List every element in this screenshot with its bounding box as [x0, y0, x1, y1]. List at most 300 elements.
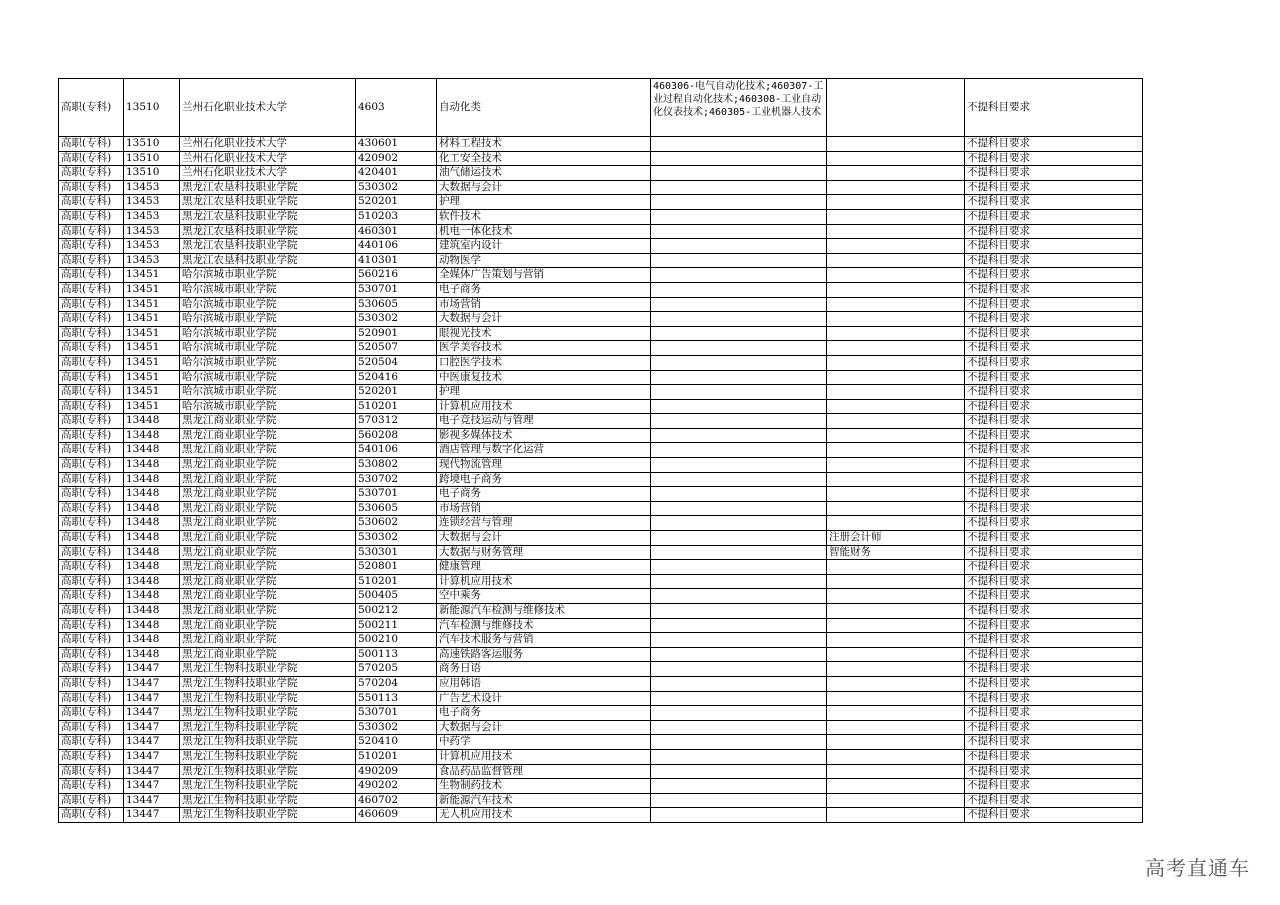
major-name-cell: 动物医学	[437, 253, 651, 268]
school-name-cell: 黑龙江商业职业学院	[180, 516, 356, 531]
table-row	[59, 749, 1143, 764]
subject-requirement-cell: 不提科目要求	[965, 808, 1143, 823]
direction-cell	[827, 312, 965, 327]
major-code-cell: 570312	[356, 414, 437, 429]
school-name-cell: 哈尔滨城市职业学院	[180, 297, 356, 312]
direction-cell	[827, 633, 965, 648]
major-name-cell: 健康管理	[437, 560, 651, 575]
major-code-cell: 530302	[356, 531, 437, 546]
major-scope-cell	[651, 808, 827, 823]
major-name-cell: 全媒体广告策划与营销	[437, 268, 651, 283]
major-scope-cell	[651, 137, 827, 152]
major-name-cell: 电子商务	[437, 282, 651, 297]
level-cell: 高职(专科)	[59, 662, 124, 677]
major-code-cell: 500211	[356, 618, 437, 633]
subject-requirement-cell: 不提科目要求	[965, 618, 1143, 633]
school-name-cell: 黑龙江生物科技职业学院	[180, 779, 356, 794]
major-name-cell: 新能源汽车检测与维修技术	[437, 604, 651, 619]
direction-cell	[827, 720, 965, 735]
school-name-cell: 黑龙江商业职业学院	[180, 531, 356, 546]
major-name-cell: 油气储运技术	[437, 166, 651, 181]
table-row	[59, 166, 1143, 181]
school-name-cell: 哈尔滨城市职业学院	[180, 355, 356, 370]
direction-cell	[827, 137, 965, 152]
major-scope-cell	[651, 676, 827, 691]
major-code-cell: 510201	[356, 574, 437, 589]
major-name-cell: 计算机应用技术	[437, 399, 651, 414]
school-code-cell: 13451	[124, 326, 180, 341]
direction-cell	[827, 399, 965, 414]
level-cell: 高职(专科)	[59, 195, 124, 210]
table-row	[59, 706, 1143, 721]
major-scope-cell	[651, 487, 827, 502]
major-name-cell: 中医康复技术	[437, 370, 651, 385]
level-cell: 高职(专科)	[59, 735, 124, 750]
school-code-cell: 13447	[124, 735, 180, 750]
major-scope-cell	[651, 560, 827, 575]
major-name-cell: 机电一体化技术	[437, 224, 651, 239]
major-name-cell: 电子商务	[437, 706, 651, 721]
major-name-cell: 酒店管理与数字化运营	[437, 443, 651, 458]
table-row	[59, 531, 1143, 546]
school-name-cell: 黑龙江商业职业学院	[180, 574, 356, 589]
major-code-cell: 530605	[356, 297, 437, 312]
subject-requirement-cell: 不提科目要求	[965, 735, 1143, 750]
level-cell: 高职(专科)	[59, 428, 124, 443]
subject-requirement-cell: 不提科目要求	[965, 268, 1143, 283]
major-name-cell: 中药学	[437, 735, 651, 750]
level-cell: 高职(专科)	[59, 151, 124, 166]
major-code-cell: 570205	[356, 662, 437, 677]
table-row	[59, 618, 1143, 633]
school-code-cell: 13447	[124, 793, 180, 808]
table-row	[59, 793, 1143, 808]
school-name-cell: 黑龙江农垦科技职业学院	[180, 224, 356, 239]
table-row	[59, 501, 1143, 516]
school-code-cell: 13451	[124, 268, 180, 283]
school-code-cell: 13448	[124, 516, 180, 531]
direction-cell	[827, 458, 965, 473]
direction-cell	[827, 764, 965, 779]
major-scope-cell	[651, 224, 827, 239]
major-code-cell: 520201	[356, 195, 437, 210]
subject-requirement-cell: 不提科目要求	[965, 604, 1143, 619]
major-scope-cell	[651, 312, 827, 327]
subject-requirement-cell: 不提科目要求	[965, 195, 1143, 210]
school-name-cell: 黑龙江农垦科技职业学院	[180, 239, 356, 254]
table-row	[59, 428, 1143, 443]
school-code-cell: 13447	[124, 720, 180, 735]
direction-cell	[827, 662, 965, 677]
major-scope-cell	[651, 268, 827, 283]
table-row	[59, 604, 1143, 619]
school-code-cell: 13510	[124, 137, 180, 152]
major-name-cell: 计算机应用技术	[437, 574, 651, 589]
major-scope-cell	[651, 531, 827, 546]
level-cell: 高职(专科)	[59, 355, 124, 370]
subject-requirement-cell: 不提科目要求	[965, 166, 1143, 181]
subject-requirement-cell: 不提科目要求	[965, 501, 1143, 516]
school-name-cell: 哈尔滨城市职业学院	[180, 268, 356, 283]
level-cell: 高职(专科)	[59, 487, 124, 502]
table-row	[59, 545, 1143, 560]
school-name-cell: 黑龙江商业职业学院	[180, 589, 356, 604]
table-row	[59, 253, 1143, 268]
major-code-cell: 460702	[356, 793, 437, 808]
direction-cell	[827, 209, 965, 224]
direction-cell	[827, 472, 965, 487]
table-row	[59, 268, 1143, 283]
table-row	[59, 633, 1143, 648]
school-name-cell: 黑龙江生物科技职业学院	[180, 749, 356, 764]
direction-cell	[827, 151, 965, 166]
subject-requirement-cell: 不提科目要求	[965, 341, 1143, 356]
table-row	[59, 560, 1143, 575]
school-name-cell: 哈尔滨城市职业学院	[180, 399, 356, 414]
school-name-cell: 兰州石化职业技术大学	[180, 79, 356, 137]
level-cell: 高职(专科)	[59, 79, 124, 137]
major-scope-cell	[651, 516, 827, 531]
table-row	[59, 137, 1143, 152]
major-scope-cell	[651, 779, 827, 794]
school-name-cell: 黑龙江商业职业学院	[180, 414, 356, 429]
major-code-cell: 500405	[356, 589, 437, 604]
direction-cell	[827, 282, 965, 297]
subject-requirement-cell: 不提科目要求	[965, 443, 1143, 458]
major-scope-cell	[651, 297, 827, 312]
major-name-cell: 软件技术	[437, 209, 651, 224]
subject-requirement-cell: 不提科目要求	[965, 472, 1143, 487]
level-cell: 高职(专科)	[59, 312, 124, 327]
major-name-cell: 高速铁路客运服务	[437, 647, 651, 662]
school-name-cell: 哈尔滨城市职业学院	[180, 341, 356, 356]
school-code-cell: 13447	[124, 676, 180, 691]
major-scope-cell	[651, 691, 827, 706]
direction-cell	[827, 195, 965, 210]
watermark-logo-text: 高考直通车	[1145, 856, 1250, 880]
major-code-cell: 570204	[356, 676, 437, 691]
subject-requirement-cell: 不提科目要求	[965, 574, 1143, 589]
school-code-cell: 13447	[124, 691, 180, 706]
major-name-cell: 食品药品监督管理	[437, 764, 651, 779]
table-row	[59, 312, 1143, 327]
school-name-cell: 黑龙江商业职业学院	[180, 545, 356, 560]
school-code-cell: 13448	[124, 414, 180, 429]
major-scope-cell	[651, 458, 827, 473]
school-name-cell: 兰州石化职业技术大学	[180, 151, 356, 166]
school-code-cell: 13451	[124, 370, 180, 385]
major-code-cell: 410301	[356, 253, 437, 268]
table-row	[59, 808, 1143, 823]
major-scope-cell	[651, 253, 827, 268]
direction-cell	[827, 253, 965, 268]
level-cell: 高职(专科)	[59, 268, 124, 283]
school-code-cell: 13448	[124, 458, 180, 473]
school-code-cell: 13451	[124, 355, 180, 370]
major-scope-cell	[651, 793, 827, 808]
level-cell: 高职(专科)	[59, 808, 124, 823]
subject-requirement-cell: 不提科目要求	[965, 370, 1143, 385]
school-name-cell: 黑龙江生物科技职业学院	[180, 793, 356, 808]
major-code-cell: 530302	[356, 180, 437, 195]
major-code-cell: 500210	[356, 633, 437, 648]
major-scope-cell	[651, 706, 827, 721]
subject-requirement-cell: 不提科目要求	[965, 282, 1143, 297]
major-name-cell: 汽车检测与维修技术	[437, 618, 651, 633]
major-code-cell: 520504	[356, 355, 437, 370]
table-row	[59, 458, 1143, 473]
school-name-cell: 黑龙江生物科技职业学院	[180, 706, 356, 721]
major-name-cell: 大数据与会计	[437, 180, 651, 195]
level-cell: 高职(专科)	[59, 604, 124, 619]
school-code-cell: 13453	[124, 180, 180, 195]
level-cell: 高职(专科)	[59, 691, 124, 706]
major-scope-cell	[651, 604, 827, 619]
school-name-cell: 哈尔滨城市职业学院	[180, 370, 356, 385]
school-code-cell: 13447	[124, 706, 180, 721]
major-scope-cell	[651, 443, 827, 458]
major-name-cell: 大数据与财务管理	[437, 545, 651, 560]
school-name-cell: 黑龙江商业职业学院	[180, 604, 356, 619]
major-code-cell: 550113	[356, 691, 437, 706]
direction-cell	[827, 779, 965, 794]
subject-requirement-cell: 不提科目要求	[965, 487, 1143, 502]
major-code-cell: 530605	[356, 501, 437, 516]
school-code-cell: 13448	[124, 633, 180, 648]
table-row	[59, 151, 1143, 166]
major-code-cell: 560216	[356, 268, 437, 283]
school-code-cell: 13448	[124, 574, 180, 589]
table-row	[59, 662, 1143, 677]
subject-requirement-cell: 不提科目要求	[965, 779, 1143, 794]
level-cell: 高职(专科)	[59, 545, 124, 560]
table-row	[59, 341, 1143, 356]
direction-cell	[827, 706, 965, 721]
direction-cell	[827, 574, 965, 589]
level-cell: 高职(专科)	[59, 414, 124, 429]
level-cell: 高职(专科)	[59, 399, 124, 414]
major-name-cell: 无人机应用技术	[437, 808, 651, 823]
subject-requirement-cell: 不提科目要求	[965, 385, 1143, 400]
direction-cell	[827, 79, 965, 137]
major-code-cell: 520410	[356, 735, 437, 750]
major-code-cell: 510203	[356, 209, 437, 224]
school-code-cell: 13448	[124, 443, 180, 458]
major-code-cell: 520801	[356, 560, 437, 575]
school-name-cell: 黑龙江商业职业学院	[180, 618, 356, 633]
direction-cell	[827, 166, 965, 181]
school-code-cell: 13451	[124, 282, 180, 297]
major-scope-cell	[651, 735, 827, 750]
subject-requirement-cell: 不提科目要求	[965, 647, 1143, 662]
major-scope-cell	[651, 239, 827, 254]
major-name-cell: 电子商务	[437, 487, 651, 502]
direction-cell: 注册会计师	[827, 531, 965, 546]
school-code-cell: 13448	[124, 618, 180, 633]
major-name-cell: 计算机应用技术	[437, 749, 651, 764]
major-code-cell: 560208	[356, 428, 437, 443]
school-code-cell: 13451	[124, 385, 180, 400]
table-row	[59, 574, 1143, 589]
major-scope-cell	[651, 414, 827, 429]
level-cell: 高职(专科)	[59, 253, 124, 268]
school-name-cell: 黑龙江商业职业学院	[180, 472, 356, 487]
direction-cell: 智能财务	[827, 545, 965, 560]
major-code-cell: 440106	[356, 239, 437, 254]
school-code-cell: 13448	[124, 487, 180, 502]
level-cell: 高职(专科)	[59, 706, 124, 721]
school-name-cell: 黑龙江商业职业学院	[180, 560, 356, 575]
subject-requirement-cell: 不提科目要求	[965, 589, 1143, 604]
major-code-cell: 4603	[356, 79, 437, 137]
major-name-cell: 空中乘务	[437, 589, 651, 604]
subject-requirement-cell: 不提科目要求	[965, 239, 1143, 254]
school-code-cell: 13510	[124, 151, 180, 166]
major-name-cell: 材料工程技术	[437, 137, 651, 152]
level-cell: 高职(专科)	[59, 560, 124, 575]
major-code-cell: 530301	[356, 545, 437, 560]
subject-requirement-cell: 不提科目要求	[965, 79, 1143, 137]
school-name-cell: 黑龙江生物科技职业学院	[180, 691, 356, 706]
direction-cell	[827, 180, 965, 195]
table-row	[59, 735, 1143, 750]
school-code-cell: 13510	[124, 166, 180, 181]
table-row	[59, 589, 1143, 604]
direction-cell	[827, 297, 965, 312]
major-name-cell: 化工安全技术	[437, 151, 651, 166]
school-code-cell: 13510	[124, 79, 180, 137]
major-scope-cell	[651, 326, 827, 341]
major-scope-cell	[651, 633, 827, 648]
major-name-cell: 自动化类	[437, 79, 651, 137]
level-cell: 高职(专科)	[59, 137, 124, 152]
table-row	[59, 224, 1143, 239]
table-row	[59, 370, 1143, 385]
school-name-cell: 黑龙江农垦科技职业学院	[180, 253, 356, 268]
subject-requirement-cell: 不提科目要求	[965, 633, 1143, 648]
major-name-cell: 大数据与会计	[437, 312, 651, 327]
major-code-cell: 490209	[356, 764, 437, 779]
table-row	[59, 516, 1143, 531]
table-row	[59, 691, 1143, 706]
school-name-cell: 黑龙江生物科技职业学院	[180, 720, 356, 735]
direction-cell	[827, 618, 965, 633]
direction-cell	[827, 560, 965, 575]
level-cell: 高职(专科)	[59, 501, 124, 516]
direction-cell	[827, 647, 965, 662]
major-name-cell: 生物制药技术	[437, 779, 651, 794]
major-scope-cell	[651, 428, 827, 443]
subject-requirement-cell: 不提科目要求	[965, 224, 1143, 239]
level-cell: 高职(专科)	[59, 224, 124, 239]
school-name-cell: 黑龙江商业职业学院	[180, 458, 356, 473]
major-code-cell: 530302	[356, 720, 437, 735]
subject-requirement-cell: 不提科目要求	[965, 151, 1143, 166]
table-row	[59, 239, 1143, 254]
school-code-cell: 13447	[124, 808, 180, 823]
major-code-cell: 520201	[356, 385, 437, 400]
level-cell: 高职(专科)	[59, 297, 124, 312]
subject-requirement-cell: 不提科目要求	[965, 180, 1143, 195]
subject-requirement-cell: 不提科目要求	[965, 253, 1143, 268]
level-cell: 高职(专科)	[59, 779, 124, 794]
table-row	[59, 779, 1143, 794]
direction-cell	[827, 326, 965, 341]
major-code-cell: 530701	[356, 282, 437, 297]
major-code-cell: 520507	[356, 341, 437, 356]
subject-requirement-cell: 不提科目要求	[965, 209, 1143, 224]
direction-cell	[827, 487, 965, 502]
direction-cell	[827, 808, 965, 823]
table-row	[59, 487, 1143, 502]
school-name-cell: 黑龙江商业职业学院	[180, 647, 356, 662]
subject-requirement-cell: 不提科目要求	[965, 793, 1143, 808]
subject-requirement-cell: 不提科目要求	[965, 428, 1143, 443]
level-cell: 高职(专科)	[59, 341, 124, 356]
major-scope-cell	[651, 618, 827, 633]
direction-cell	[827, 589, 965, 604]
admission-table	[58, 78, 1143, 823]
school-code-cell: 13453	[124, 209, 180, 224]
subject-requirement-cell: 不提科目要求	[965, 399, 1143, 414]
table-row	[59, 355, 1143, 370]
major-code-cell: 530802	[356, 458, 437, 473]
school-code-cell: 13453	[124, 195, 180, 210]
school-code-cell: 13447	[124, 779, 180, 794]
major-name-cell: 医学美容技术	[437, 341, 651, 356]
subject-requirement-cell: 不提科目要求	[965, 749, 1143, 764]
level-cell: 高职(专科)	[59, 326, 124, 341]
school-code-cell: 13453	[124, 224, 180, 239]
major-name-cell: 大数据与会计	[437, 720, 651, 735]
major-scope-cell	[651, 749, 827, 764]
school-code-cell: 13451	[124, 297, 180, 312]
table-row	[59, 282, 1143, 297]
direction-cell	[827, 691, 965, 706]
direction-cell	[827, 370, 965, 385]
subject-requirement-cell: 不提科目要求	[965, 297, 1143, 312]
major-code-cell: 500212	[356, 604, 437, 619]
subject-requirement-cell: 不提科目要求	[965, 355, 1143, 370]
table-row	[59, 385, 1143, 400]
school-name-cell: 黑龙江生物科技职业学院	[180, 764, 356, 779]
major-name-cell: 连锁经营与管理	[437, 516, 651, 531]
subject-requirement-cell: 不提科目要求	[965, 458, 1143, 473]
direction-cell	[827, 749, 965, 764]
major-scope-cell	[651, 195, 827, 210]
school-code-cell: 13448	[124, 531, 180, 546]
direction-cell	[827, 385, 965, 400]
direction-cell	[827, 268, 965, 283]
school-name-cell: 黑龙江生物科技职业学院	[180, 662, 356, 677]
major-name-cell: 护理	[437, 385, 651, 400]
major-name-cell: 电子竞技运动与管理	[437, 414, 651, 429]
table-row	[59, 414, 1143, 429]
direction-cell	[827, 428, 965, 443]
major-name-cell: 汽车技术服务与营销	[437, 633, 651, 648]
level-cell: 高职(专科)	[59, 370, 124, 385]
major-name-cell: 应用韩语	[437, 676, 651, 691]
level-cell: 高职(专科)	[59, 720, 124, 735]
major-name-cell: 眼视光技术	[437, 326, 651, 341]
table-row	[59, 472, 1143, 487]
major-scope-cell	[651, 662, 827, 677]
major-code-cell: 420902	[356, 151, 437, 166]
school-code-cell: 13447	[124, 764, 180, 779]
subject-requirement-cell: 不提科目要求	[965, 691, 1143, 706]
major-scope-cell	[651, 501, 827, 516]
subject-requirement-cell: 不提科目要求	[965, 662, 1143, 677]
